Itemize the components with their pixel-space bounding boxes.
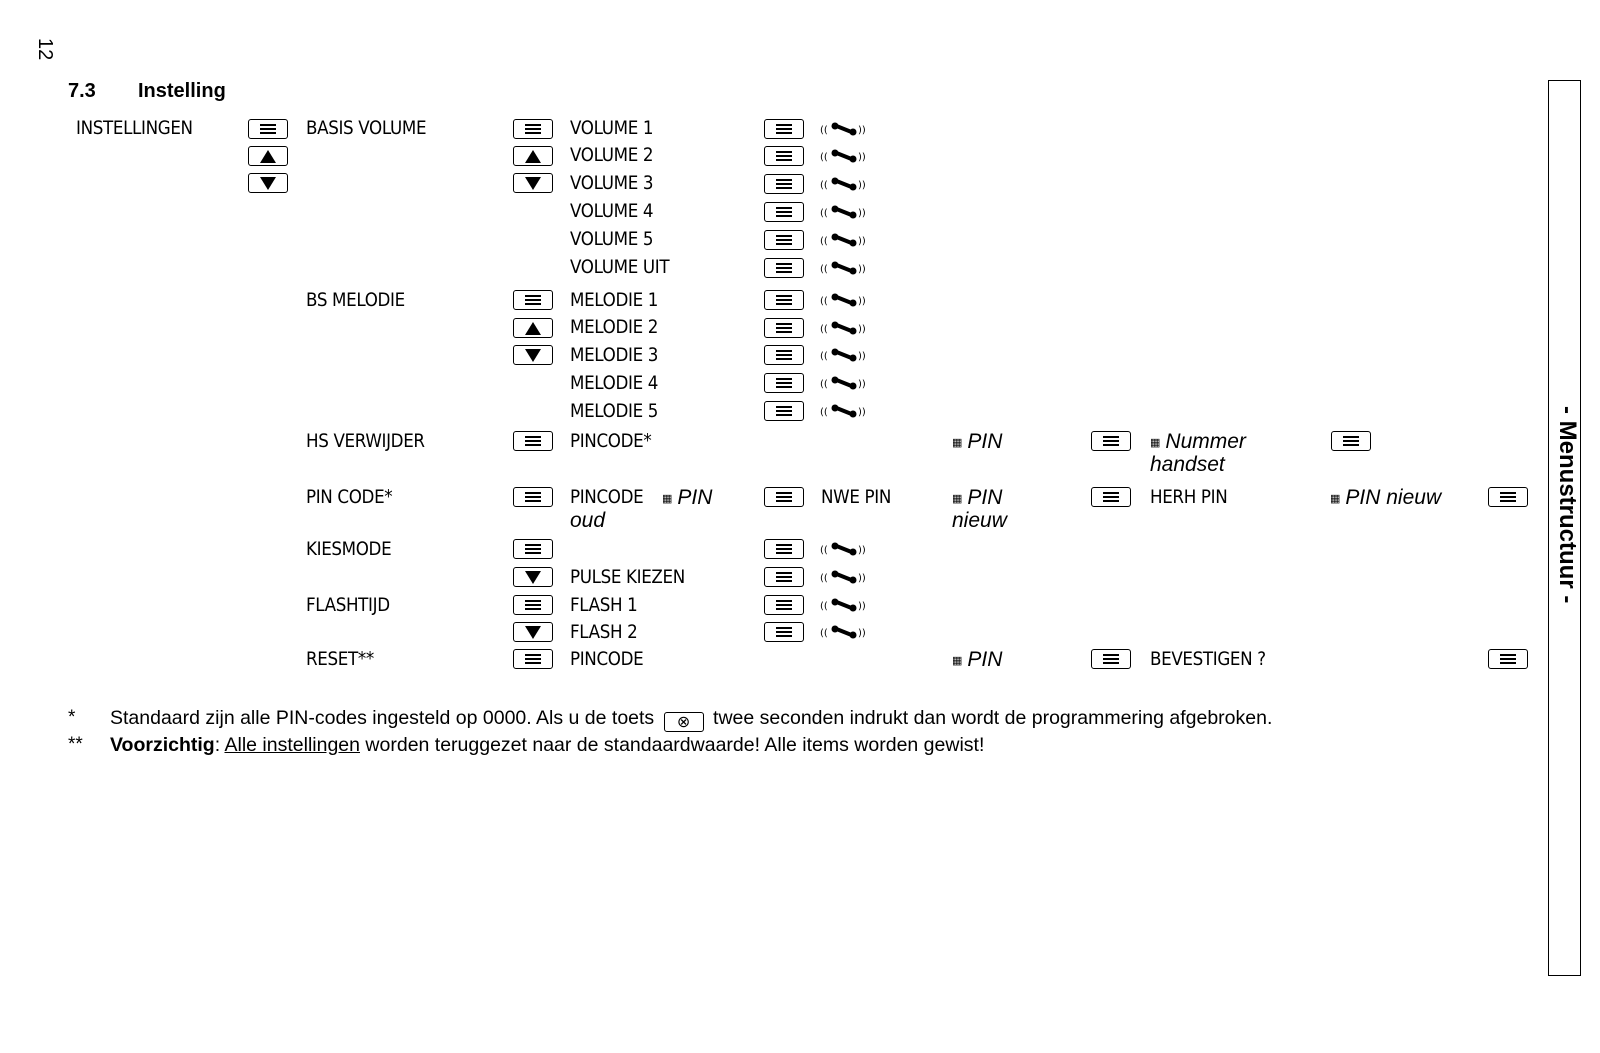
menu-key-icon bbox=[764, 487, 804, 507]
menu-key-icon bbox=[513, 595, 553, 615]
menu-key-icon bbox=[764, 202, 804, 222]
ringing-handset-icon bbox=[820, 148, 872, 164]
keypad-icon: ▦ bbox=[952, 437, 962, 449]
svg-text:)): )) bbox=[858, 324, 866, 335]
ringing-handset-icon bbox=[820, 232, 872, 248]
svg-text:)): )) bbox=[858, 264, 866, 275]
pin-entry-hs: ▦ PIN bbox=[952, 430, 1003, 453]
menu-key-icon bbox=[764, 258, 804, 278]
menu-key-icon bbox=[1331, 431, 1371, 451]
svg-text:)): )) bbox=[858, 573, 866, 584]
section-title: Instelling bbox=[138, 80, 226, 102]
pin-entry-reset: ▦ PIN bbox=[952, 648, 1003, 671]
menu-key-icon bbox=[513, 487, 553, 507]
footnote-marker-1: * bbox=[68, 707, 76, 728]
menu-key-icon bbox=[248, 119, 288, 139]
svg-text:)): )) bbox=[858, 125, 866, 136]
ringing-handset-icon bbox=[820, 260, 872, 276]
menu-key-icon bbox=[764, 539, 804, 559]
sidebar-title: - Menustructuur - bbox=[1554, 406, 1581, 604]
option-melodie-1: MELODIE 1 bbox=[570, 289, 659, 311]
pin-nieuw-line1: ▦ PIN bbox=[952, 486, 1003, 509]
down-key-icon bbox=[513, 173, 553, 193]
svg-text:)): )) bbox=[858, 407, 866, 418]
svg-text:((: (( bbox=[820, 379, 828, 390]
footnote-marker-2: ** bbox=[68, 734, 83, 755]
down-key-icon bbox=[513, 345, 553, 365]
option-volume-uit: VOLUME UIT bbox=[570, 256, 670, 278]
svg-text:((: (( bbox=[820, 545, 828, 556]
svg-text:((: (( bbox=[820, 351, 828, 362]
label-basis-volume: BASIS VOLUME bbox=[306, 117, 427, 139]
menu-key-icon bbox=[764, 401, 804, 421]
menu-key-icon bbox=[764, 230, 804, 250]
menu-key-icon bbox=[764, 345, 804, 365]
option-flash-1: FLASH 1 bbox=[570, 594, 638, 616]
label-hs-verwijder: HS VERWIJDER bbox=[306, 430, 425, 452]
menu-key-icon bbox=[764, 119, 804, 139]
menu-key-icon bbox=[513, 539, 553, 559]
menu-key-icon bbox=[764, 622, 804, 642]
svg-text:((: (( bbox=[820, 236, 828, 247]
option-volume-2: VOLUME 2 bbox=[570, 144, 654, 166]
option-melodie-4: MELODIE 4 bbox=[570, 372, 659, 394]
svg-text:((: (( bbox=[820, 601, 828, 612]
option-volume-4: VOLUME 4 bbox=[570, 200, 654, 222]
label-flashtijd: FLASHTIJD bbox=[306, 594, 390, 616]
ringing-handset-icon bbox=[820, 320, 872, 336]
keypad-icon: ▦ bbox=[1330, 493, 1340, 505]
label-bevestigen: BEVESTIGEN ? bbox=[1150, 648, 1266, 670]
up-key-icon bbox=[513, 318, 553, 338]
label-pincode-reset: PINCODE bbox=[570, 648, 644, 670]
ringing-handset-icon bbox=[820, 375, 872, 391]
nummer-line1: ▦ Nummer bbox=[1150, 430, 1246, 453]
ringing-handset-icon bbox=[820, 292, 872, 308]
svg-text:)): )) bbox=[858, 236, 866, 247]
option-volume-3: VOLUME 3 bbox=[570, 172, 654, 194]
label-kiesmode: KIESMODE bbox=[306, 538, 392, 560]
keypad-icon: ▦ bbox=[662, 493, 672, 505]
nummer-line2: handset bbox=[1150, 453, 1225, 476]
svg-text:((: (( bbox=[820, 573, 828, 584]
label-bs-melodie: BS MELODIE bbox=[306, 289, 405, 311]
down-key-icon bbox=[513, 622, 553, 642]
ringing-handset-icon bbox=[820, 204, 872, 220]
menu-key-icon bbox=[764, 174, 804, 194]
menu-key-icon bbox=[513, 649, 553, 669]
svg-text:((: (( bbox=[820, 125, 828, 136]
label-herh-pin: HERH PIN bbox=[1150, 486, 1228, 508]
menu-key-icon bbox=[1091, 487, 1131, 507]
ringing-handset-icon bbox=[820, 121, 872, 137]
label-instellingen: INSTELLINGEN bbox=[76, 117, 193, 139]
menu-key-icon bbox=[513, 119, 553, 139]
svg-text:)): )) bbox=[858, 208, 866, 219]
down-key-icon bbox=[513, 567, 553, 587]
menu-key-icon bbox=[513, 431, 553, 451]
svg-text:)): )) bbox=[858, 601, 866, 612]
svg-text:)): )) bbox=[858, 545, 866, 556]
label-pin-code: PIN CODE* bbox=[306, 486, 393, 508]
menu-key-icon bbox=[764, 567, 804, 587]
menu-key-icon bbox=[1488, 649, 1528, 669]
menu-key-icon bbox=[1091, 649, 1131, 669]
page-number: 12 bbox=[34, 38, 56, 61]
up-key-icon bbox=[513, 146, 553, 166]
menu-key-icon bbox=[764, 373, 804, 393]
label-nwe-pin: NWE PIN bbox=[821, 486, 891, 508]
svg-text:)): )) bbox=[858, 351, 866, 362]
menu-key-icon bbox=[1091, 431, 1131, 451]
pin-oud-line1: ▦ PIN bbox=[662, 486, 713, 509]
cancel-key-icon: ⊗ bbox=[664, 712, 704, 732]
pin-nieuw-line2: nieuw bbox=[952, 509, 1007, 532]
svg-text:((: (( bbox=[820, 628, 828, 639]
ringing-handset-icon bbox=[820, 347, 872, 363]
menu-key-icon bbox=[764, 595, 804, 615]
down-key-icon bbox=[248, 173, 288, 193]
menu-key-icon bbox=[513, 290, 553, 310]
svg-text:)): )) bbox=[858, 628, 866, 639]
svg-text:((: (( bbox=[820, 208, 828, 219]
option-volume-1: VOLUME 1 bbox=[570, 117, 654, 139]
keypad-icon: ▦ bbox=[1150, 437, 1160, 449]
svg-text:((: (( bbox=[820, 296, 828, 307]
svg-text:)): )) bbox=[858, 180, 866, 191]
svg-text:((: (( bbox=[820, 264, 828, 275]
ringing-handset-icon bbox=[820, 597, 872, 613]
up-key-icon bbox=[248, 146, 288, 166]
ringing-handset-icon bbox=[820, 624, 872, 640]
keypad-icon: ▦ bbox=[952, 655, 962, 667]
label-pincode: PINCODE bbox=[570, 486, 644, 508]
footnote-2: Voorzichtig: Alle instellingen worden teruggezet naar de standaardwaarde! Alle items worden gewist! bbox=[110, 734, 985, 756]
option-melodie-5: MELODIE 5 bbox=[570, 400, 659, 422]
pin-nieuw-entry: ▦ PIN nieuw bbox=[1330, 486, 1442, 509]
ringing-handset-icon bbox=[820, 176, 872, 192]
ringing-handset-icon bbox=[820, 569, 872, 585]
svg-text:((: (( bbox=[820, 407, 828, 418]
ringing-handset-icon bbox=[820, 403, 872, 419]
option-melodie-2: MELODIE 2 bbox=[570, 316, 659, 338]
svg-text:)): )) bbox=[858, 152, 866, 163]
menu-key-icon bbox=[764, 318, 804, 338]
menu-key-icon bbox=[1488, 487, 1528, 507]
menu-key-icon bbox=[764, 146, 804, 166]
footnote-1: Standaard zijn alle PIN-codes ingesteld op 0000. Als u de toets ⊗ twee seconden indrukt dan wordt de programmering afgebroken. bbox=[110, 707, 1273, 731]
section-number: 7.3 bbox=[68, 80, 96, 102]
ringing-handset-icon bbox=[820, 541, 872, 557]
svg-text:((: (( bbox=[820, 180, 828, 191]
label-reset: RESET** bbox=[306, 648, 374, 670]
option-pulse-kiezen: PULSE KIEZEN bbox=[570, 566, 685, 588]
option-flash-2: FLASH 2 bbox=[570, 621, 638, 643]
menu-key-icon bbox=[764, 290, 804, 310]
option-volume-5: VOLUME 5 bbox=[570, 228, 654, 250]
svg-text:)): )) bbox=[858, 296, 866, 307]
option-melodie-3: MELODIE 3 bbox=[570, 344, 659, 366]
keypad-icon: ▦ bbox=[952, 493, 962, 505]
pin-oud-line2: oud bbox=[570, 509, 606, 532]
svg-text:)): )) bbox=[858, 379, 866, 390]
svg-text:((: (( bbox=[820, 324, 828, 335]
svg-text:((: (( bbox=[820, 152, 828, 163]
label-pincode-star: PINCODE* bbox=[570, 430, 652, 452]
